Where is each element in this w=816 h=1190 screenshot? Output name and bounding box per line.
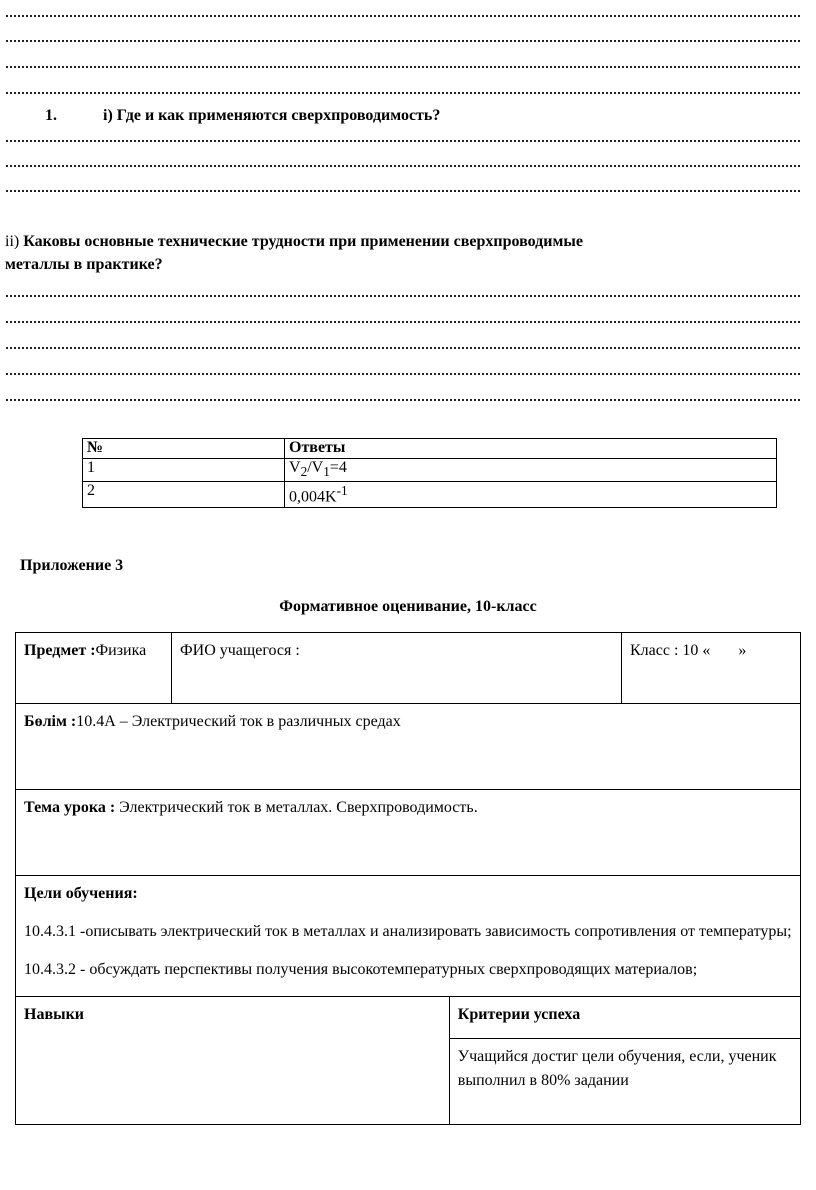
table-row bbox=[83, 482, 777, 507]
question-text-line1: Каковы основные технические трудности при применении сверхпроводимые bbox=[23, 233, 583, 250]
goal-item: 10.4.3.1 -описывать электрический ток в металлах и анализировать зависимость сопротивления от температуры; bbox=[24, 923, 792, 940]
header-answers: Ответы bbox=[285, 439, 777, 459]
question-part-label: ii) bbox=[5, 233, 20, 250]
topic-row bbox=[16, 790, 801, 876]
goals-row bbox=[16, 876, 801, 997]
answer-line bbox=[5, 91, 801, 95]
question-text-line2: металлы в практике? bbox=[5, 256, 163, 273]
answer-line bbox=[5, 294, 801, 298]
table-row bbox=[83, 459, 777, 482]
topic-label: Тема урока : bbox=[24, 799, 116, 816]
answer-line bbox=[5, 372, 801, 376]
answer-line bbox=[5, 189, 801, 193]
skills-label: Навыки bbox=[24, 1006, 85, 1023]
row-answer: $V_2/V_1=4$ bbox=[285, 459, 777, 482]
subject-label: Предмет : bbox=[24, 642, 96, 659]
question-part-label: i) bbox=[103, 107, 113, 124]
assessment-form bbox=[15, 632, 801, 1125]
answer-line bbox=[5, 164, 801, 168]
class-label: Класс : 10 « » bbox=[630, 642, 747, 659]
criteria-header-row bbox=[16, 997, 801, 1039]
topic-cell bbox=[16, 790, 801, 876]
criteria-text: Учащийся достиг цели обучения, если, ученик выполнил в 80% задании bbox=[457, 1048, 777, 1089]
question-1-i bbox=[45, 104, 440, 127]
answer-line bbox=[5, 14, 801, 18]
section-label: Бөлім : bbox=[24, 713, 77, 730]
goal-item: 10.4.3.2 - обсуждать перспективы получения высокотемпературных сверхпроводящих материалов; bbox=[24, 961, 698, 978]
student-label: ФИО учащегося : bbox=[180, 642, 300, 659]
skills-cell bbox=[16, 997, 450, 1125]
section-value: 10.4А – Электрический ток в различных средах bbox=[76, 713, 401, 730]
form-title: Формативное оценивание, 10-класс bbox=[279, 598, 537, 615]
row-number: 1 bbox=[83, 459, 285, 482]
answer-line bbox=[5, 65, 801, 69]
question-1-ii bbox=[5, 230, 583, 276]
form-header-row bbox=[16, 633, 801, 704]
subject-value: Физика bbox=[95, 642, 147, 659]
appendix-title: Приложение 3 bbox=[20, 557, 124, 574]
answer-line bbox=[5, 39, 801, 43]
answer-line bbox=[5, 139, 801, 143]
question-number: 1. bbox=[45, 107, 57, 124]
answer-line bbox=[5, 346, 801, 350]
topic-value: Электрический ток в металлах. Сверхпроводимость. bbox=[115, 799, 478, 816]
goals-label: Цели обучения: bbox=[24, 885, 138, 902]
section-row bbox=[16, 704, 801, 790]
goals-cell bbox=[16, 876, 801, 997]
question-text: Где и как применяются сверхпроводимость? bbox=[116, 107, 441, 124]
subject-cell bbox=[16, 633, 172, 704]
table-header-row bbox=[83, 439, 777, 459]
answer-line bbox=[5, 398, 801, 402]
criteria-label: Критерии успеха bbox=[457, 1006, 581, 1023]
row-answer: $0,004K^{-1}$ bbox=[285, 482, 777, 507]
criteria-cell bbox=[449, 1039, 800, 1125]
row-number: 2 bbox=[83, 482, 285, 507]
student-name-cell bbox=[172, 633, 622, 704]
section-cell bbox=[16, 704, 801, 790]
class-cell bbox=[622, 633, 801, 704]
criteria-header-cell bbox=[449, 997, 800, 1039]
header-number: № bbox=[83, 439, 285, 459]
answer-line bbox=[5, 320, 801, 324]
answers-table bbox=[82, 438, 777, 508]
